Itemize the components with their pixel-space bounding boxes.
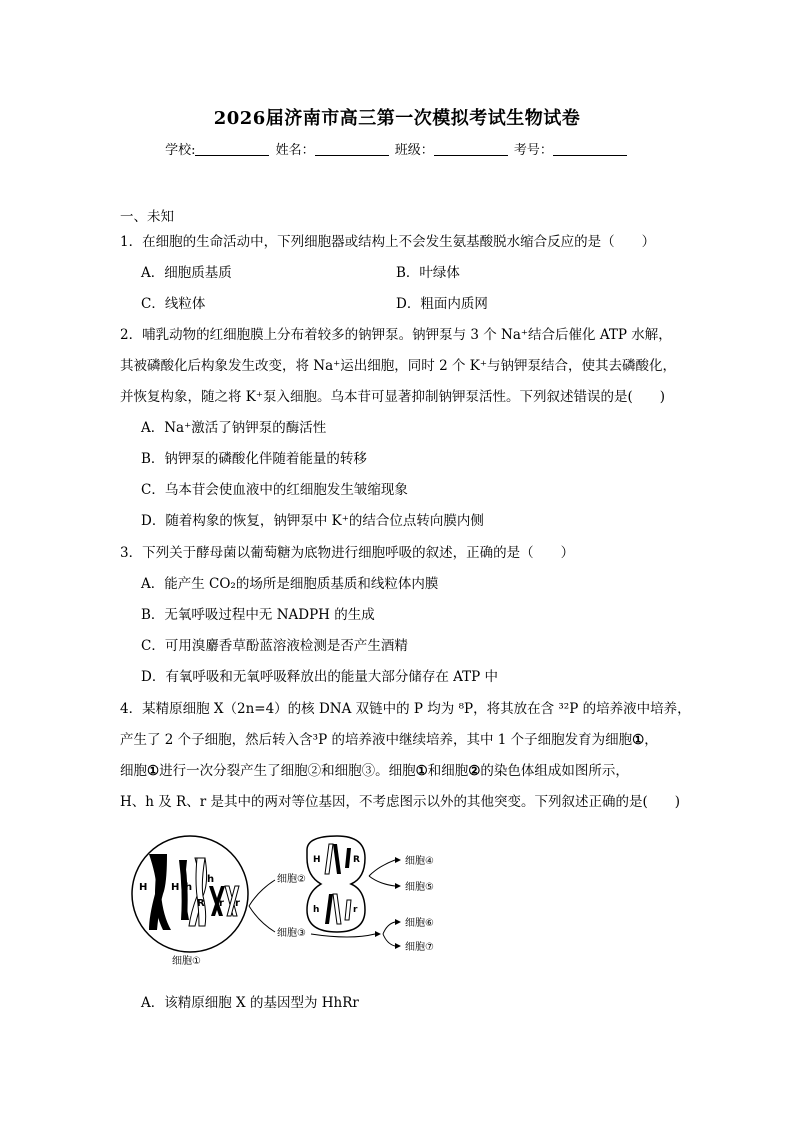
q3-option-b[interactable]: B．无氧呼吸过程中无 NADPH 的生成 — [141, 607, 375, 623]
cell2-ref: ② — [468, 763, 481, 779]
label-R-2: R — [353, 855, 360, 865]
q2-stem-line2: 其被磷酸化后构象发生改变，将 Na⁺运出细胞，同时 2 个 K⁺与钠钾泵结合，使其去磷酸化， — [120, 358, 676, 374]
q4-line3-a: 细胞 — [120, 763, 147, 779]
q2-option-d[interactable]: D．随着构象的恢复，钠钾泵中 K⁺的结合位点转向膜内侧 — [141, 513, 484, 529]
name-field[interactable] — [315, 142, 389, 156]
q4-line3-g: 的染色体组成如图所示， — [480, 763, 629, 779]
chromosome-c2-top-1 — [325, 844, 333, 874]
id-label: 考号： — [513, 143, 553, 158]
chromosome-c2-bottom-1 — [325, 894, 333, 924]
q3-option-d[interactable]: D．有氧呼吸和无氧呼吸释放出的能量大部分储存在 ATP 中 — [141, 669, 499, 685]
q3-stem: 3．下列关于酵母菌以葡萄糖为底物进行细胞呼吸的叙述，正确的是（ ） — [120, 545, 575, 561]
chromosome-figure — [125, 830, 455, 970]
arrowhead-cell5 — [395, 883, 401, 889]
arrow-to-cell6 — [383, 922, 395, 934]
page-title: 2026届济南市高三第一次模拟考试生物试卷 — [213, 108, 581, 129]
q4-stem-line3 — [120, 759, 629, 779]
arrowhead-cell4 — [395, 857, 401, 863]
school-label: 学校: — [165, 143, 196, 158]
q3-option-a[interactable]: A．能产生 CO₂的场所是细胞质基质和线粒体内膜 — [141, 576, 439, 592]
label-h-3: h — [313, 905, 320, 915]
label-h-2: h — [207, 874, 215, 885]
arrowhead-cell3-line — [375, 931, 381, 937]
q2-stem-line3: 并恢复构象，随之将 K⁺泵入细胞。乌本苷可显著抑制钠钾泵活性。下列叙述错误的是( ) — [120, 389, 666, 405]
id-field[interactable] — [553, 142, 627, 156]
cell2-label: 细胞② — [277, 874, 306, 885]
chromosome-c2-bottom-2 — [333, 894, 341, 924]
q2-option-a[interactable]: A．Na⁺激活了钠钾泵的酶活性 — [141, 420, 327, 436]
cell7-label: 细胞⑦ — [405, 942, 434, 953]
q4-line2-text: 产生了 2 个子细胞，然后转入含³P 的培养液中继续培养，其中 1 个子细胞发育为细胞 — [120, 732, 633, 748]
q1-option-c[interactable]: C．线粒体 — [141, 296, 206, 312]
label-H-2: H — [171, 882, 180, 893]
arrow-from-cell3 — [311, 934, 375, 937]
q2-stem-line1: 2．哺乳动物的红细胞膜上分布着较多的钠钾泵。钠钾泵与 3 个 Na⁺结合后催化 ATP 水解， — [120, 327, 672, 343]
chromosome-c2-top-2 — [333, 844, 341, 874]
q4-line3-e: 和细胞 — [427, 763, 469, 779]
cell1-ref: ① — [632, 732, 645, 748]
q4-stem-line1: 4．某精原细胞 X（2n=4）的核 DNA 双链中的 P 均为 ⁸P，将其放在含 ³²P 的培养液中培养， — [120, 701, 691, 717]
q4-option-a[interactable]: A．该精原细胞 X 的基因型为 HhRr — [141, 995, 359, 1011]
label-r-2: r — [235, 898, 240, 909]
arrow-to-cell5 — [369, 876, 395, 886]
cell5-label: 细胞⑤ — [405, 882, 434, 893]
label-H-3: H — [313, 855, 321, 865]
label-r-1: r — [219, 898, 224, 909]
label-R-1: R — [197, 898, 205, 909]
class-field[interactable] — [434, 142, 508, 156]
cell3-label: 细胞③ — [277, 928, 306, 939]
arrow-to-cell4 — [369, 860, 395, 876]
label-r-3: r — [353, 905, 358, 915]
cell4-label: 细胞④ — [405, 856, 434, 867]
chromosome-c2-top-3 — [345, 848, 351, 868]
cell1-ref: ① — [415, 763, 428, 779]
chromosome-x-black — [149, 854, 171, 930]
cell6-label: 细胞⑥ — [405, 918, 434, 929]
q2-option-b[interactable]: B．钠钾泵的磷酸化伴随着能量的转移 — [141, 451, 367, 467]
arrowhead-cell7 — [395, 943, 401, 949]
arrowhead-cell6 — [395, 919, 401, 925]
q4-stem-line4: H、h 及 R、r 是其中的两对等位基因，不考虑图示以外的其他突变。下列叙述正确的是( ) — [120, 794, 680, 810]
cell1-label: 细胞① — [172, 956, 201, 967]
q4-line2-comma: ， — [644, 732, 658, 748]
chromosome-c2-bottom-3 — [345, 900, 351, 920]
q4-line3-c: 进行一次分裂产生了细胞②和细胞③。细胞 — [159, 763, 416, 779]
q4-stem-line2 — [120, 728, 658, 748]
class-label: 班级： — [394, 143, 434, 158]
label-h-1: h — [185, 882, 193, 893]
name-label: 姓名： — [275, 143, 315, 158]
student-info — [0, 139, 794, 158]
q1-option-b[interactable]: B．叶绿体 — [396, 265, 460, 281]
school-field[interactable] — [195, 142, 269, 156]
arrow-to-cell3 — [249, 906, 275, 932]
label-H-1: H — [139, 882, 148, 893]
q1-option-a[interactable]: A．细胞质基质 — [141, 265, 232, 281]
q1-option-d[interactable]: D．粗面内质网 — [396, 296, 488, 312]
arrow-to-cell2 — [249, 880, 275, 906]
section-heading: 一、未知 — [120, 209, 174, 225]
cell1-ref: ① — [147, 763, 160, 779]
q2-option-c[interactable]: C．乌本苷会使血液中的红细胞发生皱缩现象 — [141, 482, 408, 498]
q3-option-c[interactable]: C．可用溴麝香草酚蓝溶液检测是否产生酒精 — [141, 638, 408, 654]
q1-stem: 1．在细胞的生命活动中，下列细胞器或结构上不会发生氨基酸脱水缩合反应的是（ ） — [120, 234, 656, 250]
arrow-to-cell7 — [383, 934, 395, 946]
